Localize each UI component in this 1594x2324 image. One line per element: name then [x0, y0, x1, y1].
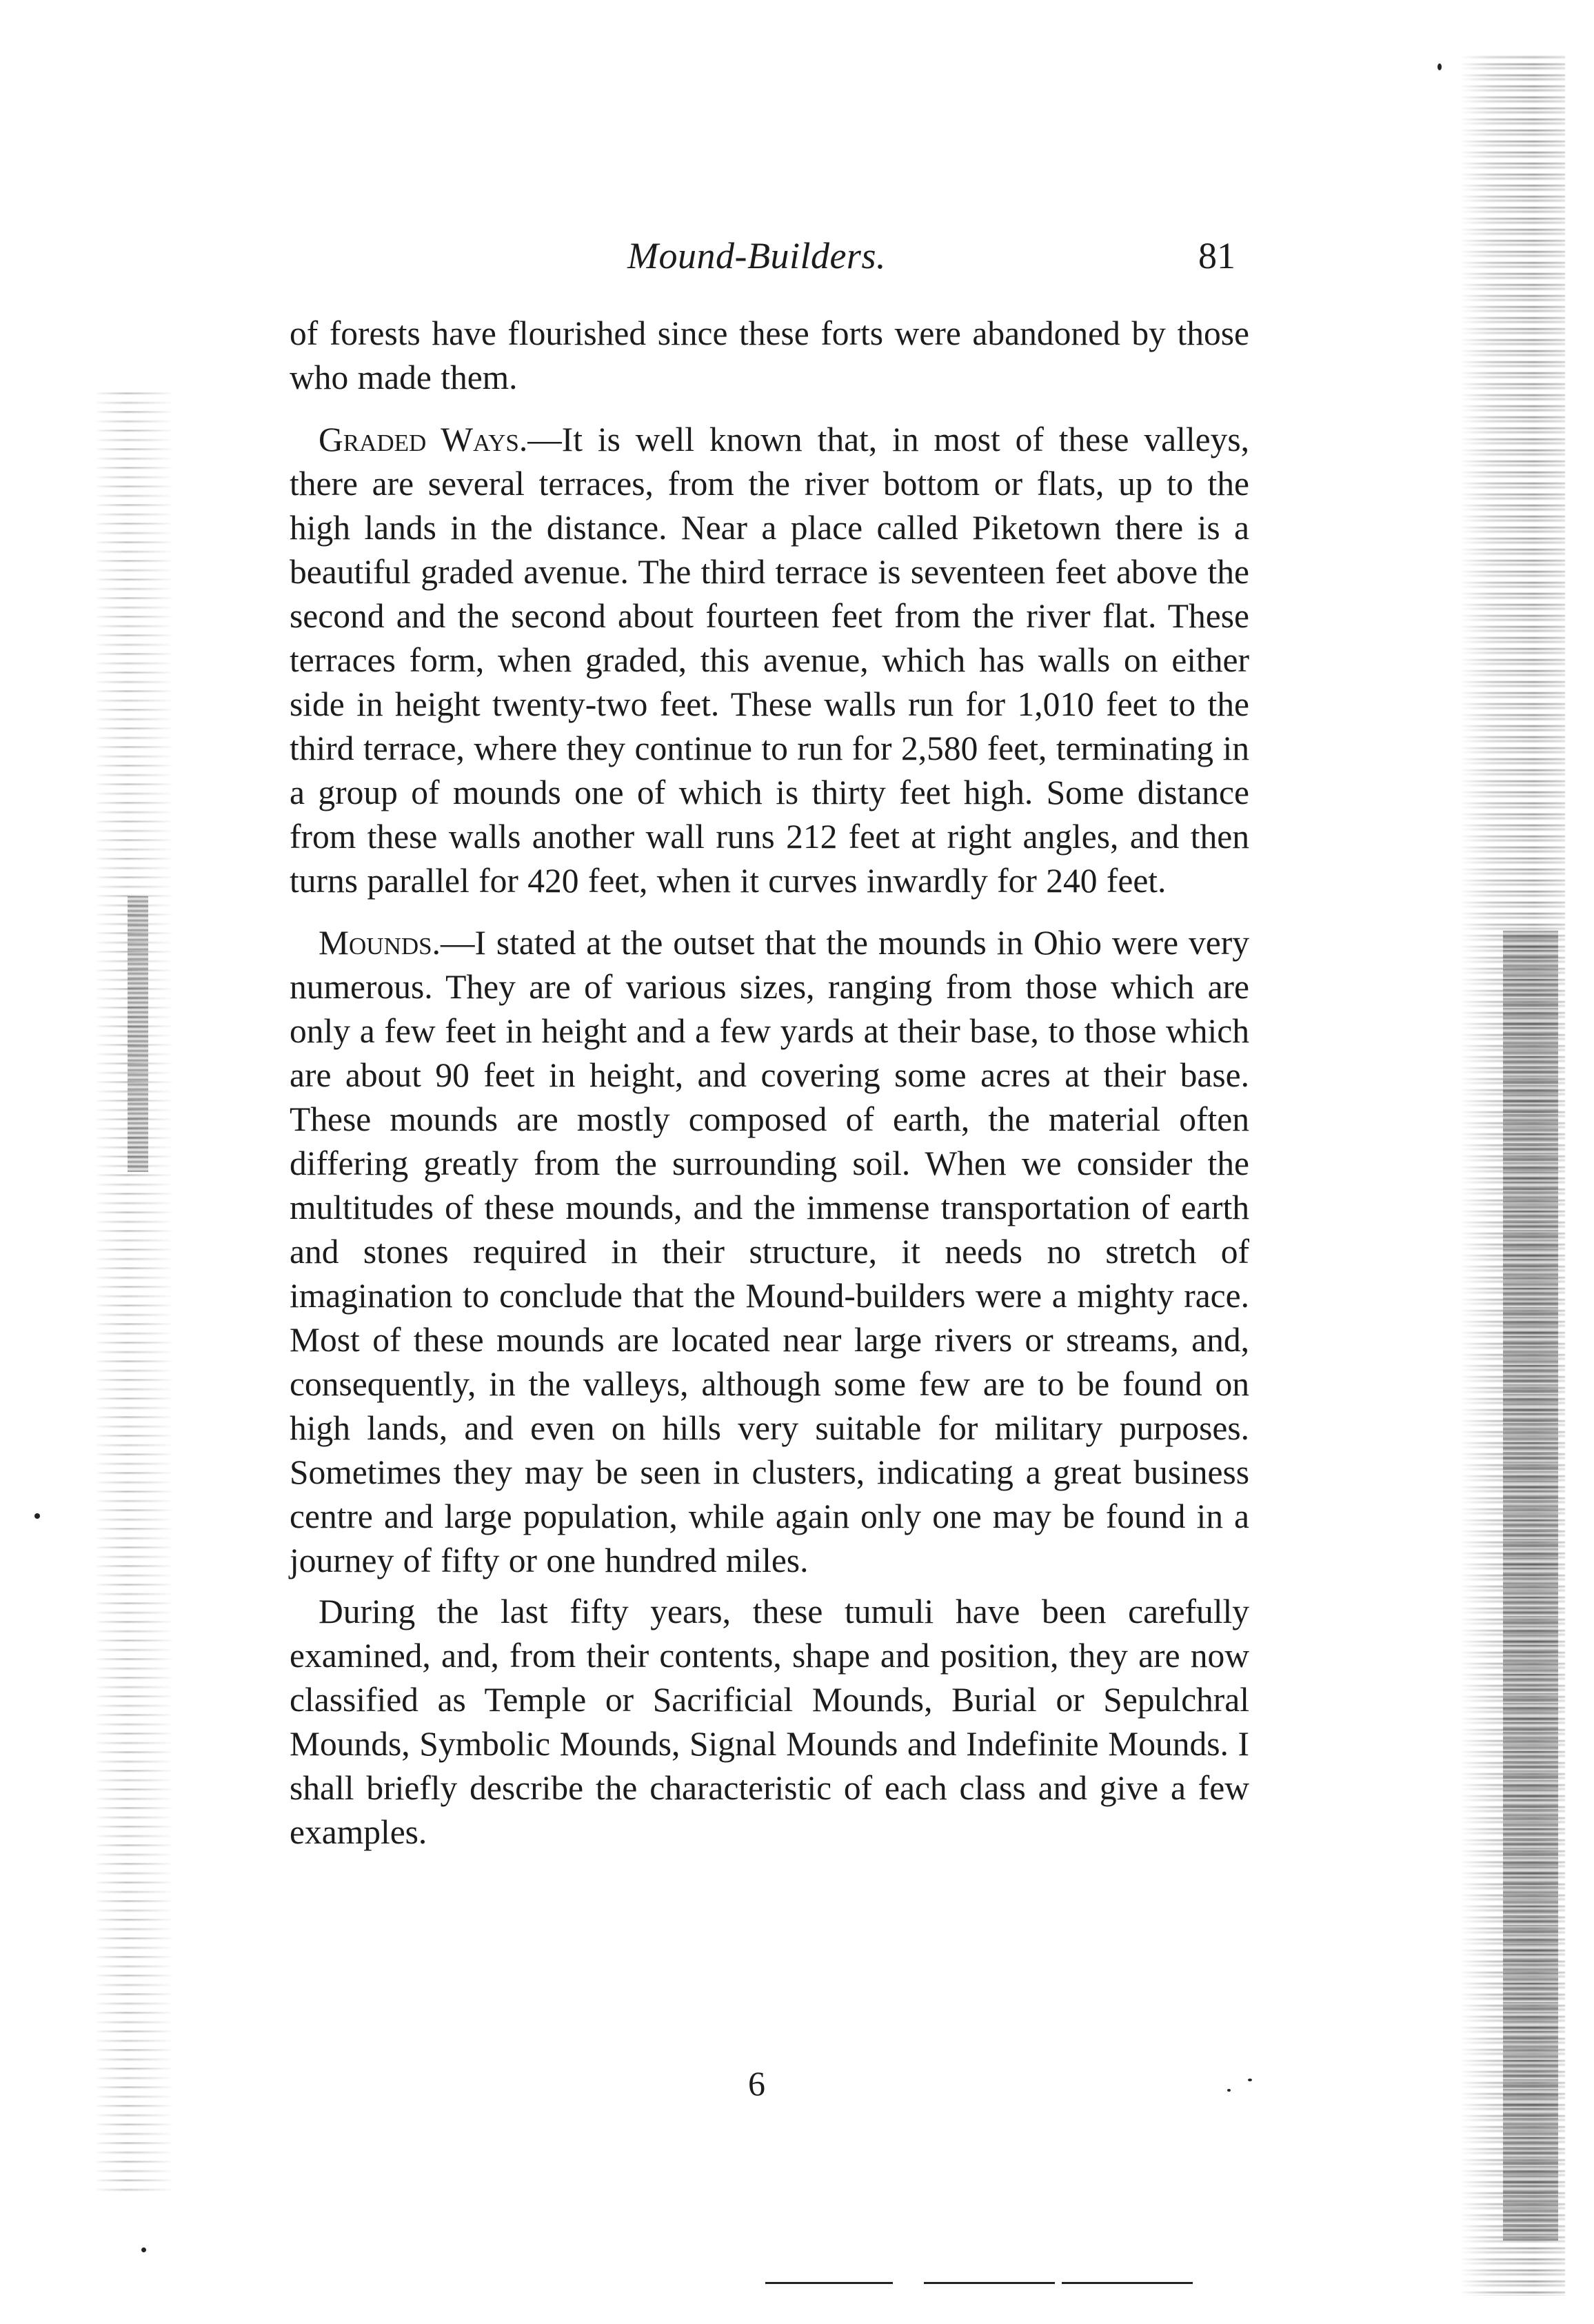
body-text — [290, 312, 1249, 1855]
running-header — [290, 234, 1249, 290]
paragraph-classification: During the last fifty years, these tumuli have been carefully examined, and, from their contents, shape and position, they are now classified as Temple or Sacrificial Mounds, Burial or Sepulchral Mounds, Symbolic Mounds, Signal Mounds and Indefinite Mounds. I shall briefly describe the characteristic of each class and give a few examples. — [290, 1593, 1249, 1851]
mounds-text: —I stated at the outset that the mounds in Ohio were very numerous. They are of various sizes, ranging from those which are only a few feet in height and a few yards at their base, to those which are about 90 feet in height, and covering some acres at their base. These mounds are mostly composed of earth, the material often differing greatly from the surrounding soil. When we consider the multitudes of these mounds, and the immense transportation of earth and stones required in their structure, it needs no stretch of imagination to conclude that the Mound-builders were a mighty race. Most of these mounds are located near large rivers or streams, and, consequently, in the valleys, although some few are to be found on high lands, and even on hills very suitable for military purposes. Sometimes they may be seen in clusters, indicating a great business centre and large population, while again only one may be found in a journey of fifty or one hundred miles. — [290, 924, 1249, 1579]
left-scan-edge-dark — [128, 896, 148, 1172]
scan-speck — [34, 1513, 40, 1519]
page-number: 81 — [1198, 235, 1235, 276]
section-heading-mounds: Mounds. — [319, 924, 441, 962]
left-scan-edge — [97, 386, 172, 2192]
running-title: Mound-Builders. — [627, 235, 886, 276]
footer-rule-right — [1062, 2282, 1193, 2284]
signature-mark: 6 — [748, 2064, 765, 2103]
paragraph-mounds — [290, 921, 1249, 1583]
footer-rule-middle — [924, 2282, 1055, 2284]
scan-speck — [1248, 2079, 1252, 2081]
scan-speck — [141, 2247, 146, 2252]
section-heading-graded-ways: Graded Ways. — [319, 421, 528, 458]
scan-speck — [1437, 63, 1442, 70]
graded-ways-text: —It is well known that, in most of these valleys, there are several terraces, from the river bottom or flats, up to the high lands in the distance. Near a place called Piketown there is a beautiful graded avenue. The third terrace is seventeen feet above the second and the second about fourteen feet from the river flat. These terraces form, when graded, this avenue, which has walls on either side in height twenty-two feet. These walls run for 1,010 feet to the third terrace, where they continue to run for 2,580 feet, terminating in a group of mounds one of which is thirty feet high. Some distance from these walls another wall runs 212 feet at right angles, and then turns parallel for 420 feet, when it curves inwardly for 240 feet. — [290, 421, 1249, 900]
paragraph-forests: of forests have flourished since these forts were abandoned by those who made them. — [290, 314, 1249, 396]
right-scan-edge-dark — [1503, 931, 1558, 2241]
paragraph-graded-ways — [290, 418, 1249, 903]
scan-speck — [1227, 2089, 1231, 2092]
footer-rule-left — [765, 2282, 893, 2284]
